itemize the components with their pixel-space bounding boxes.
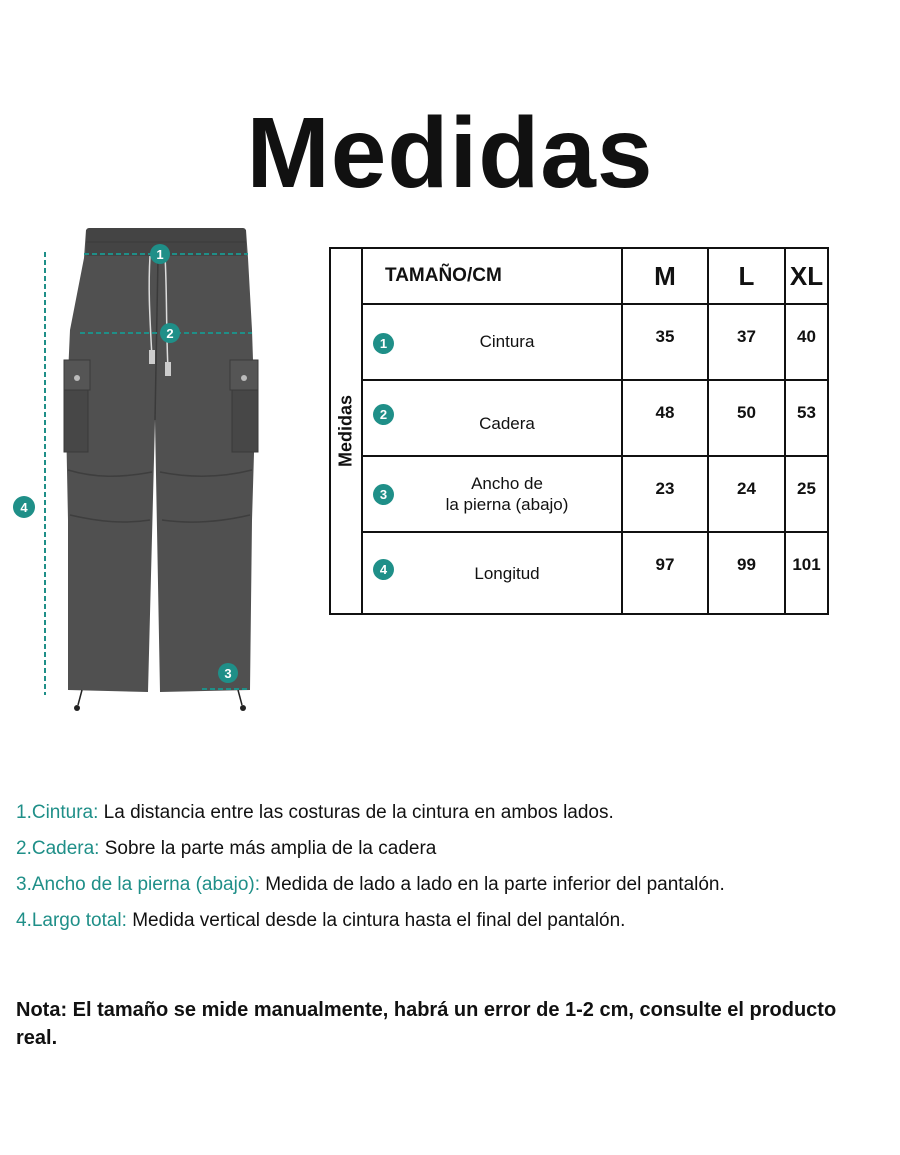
table-row — [330, 304, 828, 380]
number-badge: 4 — [373, 559, 394, 580]
row-name-cell — [362, 456, 622, 532]
row-name-cell — [362, 304, 622, 380]
row-label: Ancho de la pierna (abajo) — [445, 473, 569, 514]
description-text: Medida de lado a lado en la parte inferior del pantalón. — [265, 874, 725, 895]
measurement-note: Nota: El tamaño se mide manualmente, habrá un error de 1-2 cm, consulte el producto real. — [16, 999, 837, 1049]
description-line — [16, 867, 896, 903]
value-cell: 40 — [785, 304, 828, 380]
description-key: 3.Ancho de la pierna (abajo): — [16, 874, 260, 895]
pants-drawing — [64, 228, 258, 711]
table-header-row — [330, 248, 828, 304]
description-text: Sobre la parte más amplia de la cadera — [104, 838, 437, 859]
description-key: 2.Cadera: — [16, 838, 100, 859]
description-line — [16, 903, 896, 939]
size-header: TAMAÑO/CM — [362, 248, 622, 304]
value-cell: 53 — [785, 380, 828, 456]
value-cell: 24 — [708, 456, 785, 532]
row-name-cell — [362, 532, 622, 614]
column-header-m: M — [622, 248, 708, 304]
table-row — [330, 532, 828, 614]
value-cell: 99 — [708, 532, 785, 614]
value-cell: 23 — [622, 456, 708, 532]
row-name-cell — [362, 380, 622, 456]
value-cell: 37 — [708, 304, 785, 380]
marker-3 — [218, 663, 238, 683]
measurement-descriptions — [16, 795, 896, 939]
marker-2 — [160, 323, 180, 343]
description-key: 1.Cintura: — [16, 802, 99, 823]
description-line — [16, 831, 896, 867]
value-cell: 25 — [785, 456, 828, 532]
row-label: Longitud — [474, 564, 540, 584]
description-text: Medida vertical desde la cintura hasta el final del pantalón. — [132, 910, 626, 931]
vertical-label: Medidas — [335, 394, 356, 468]
row-label: Cadera — [479, 414, 535, 434]
svg-text:3: 3 — [224, 666, 232, 681]
number-badge: 1 — [373, 333, 394, 354]
value-cell: 35 — [622, 304, 708, 380]
number-badge: 2 — [373, 404, 394, 425]
pants-illustration — [0, 220, 300, 720]
table-row — [330, 380, 828, 456]
column-header-xl: XL — [785, 248, 828, 304]
page-title: Medidas — [246, 97, 654, 209]
value-cell: 48 — [622, 380, 708, 456]
marker-1 — [150, 244, 170, 264]
size-table — [329, 247, 829, 615]
svg-text:1: 1 — [156, 247, 164, 262]
svg-text:2: 2 — [166, 326, 174, 341]
column-header-l: L — [708, 248, 785, 304]
description-text: La distancia entre las costuras de la cintura en ambos lados. — [103, 802, 614, 823]
number-badge: 3 — [373, 484, 394, 505]
vertical-label-cell — [330, 248, 362, 614]
value-cell: 101 — [785, 532, 828, 614]
svg-text:4: 4 — [20, 500, 28, 515]
value-cell: 50 — [708, 380, 785, 456]
row-label: Cintura — [479, 332, 535, 352]
description-key: 4.Largo total: — [16, 910, 127, 931]
marker-4 — [13, 496, 35, 518]
value-cell: 97 — [622, 532, 708, 614]
table-row — [330, 456, 828, 532]
description-line — [16, 795, 896, 831]
